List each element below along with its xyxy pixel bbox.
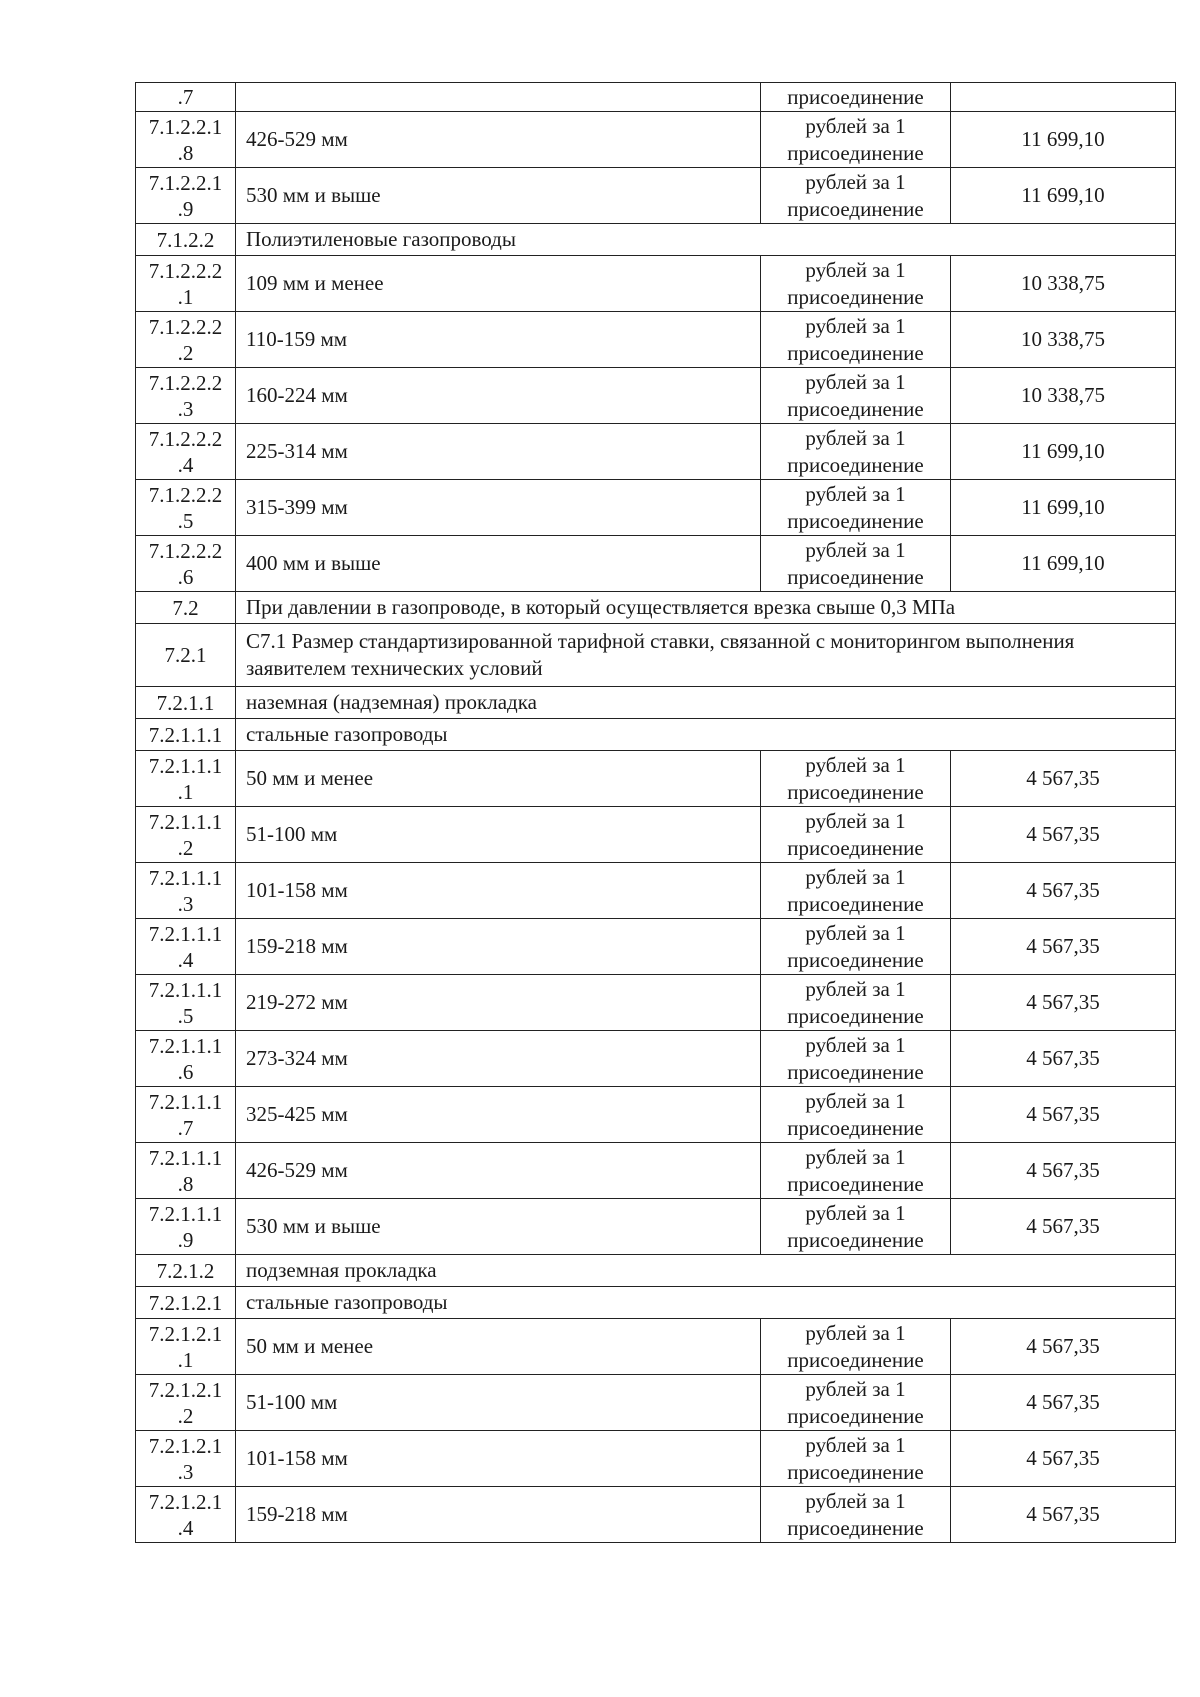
tariff-value: 11 699,10	[951, 480, 1176, 536]
pipe-diameter: 51-100 мм	[236, 1375, 761, 1431]
row-number: 7.1.2.2.2 .6	[136, 536, 236, 592]
unit-of-measure: рублей за 1 присоединение	[761, 480, 951, 536]
tariff-value: 4 567,35	[951, 1319, 1176, 1375]
row-number: 7.1.2.2.1 .8	[136, 112, 236, 168]
pipe-diameter: 159-218 мм	[236, 1487, 761, 1543]
table-row	[136, 368, 1176, 424]
pipe-diameter: 110-159 мм	[236, 312, 761, 368]
section-row	[136, 1255, 1176, 1287]
table-row	[136, 424, 1176, 480]
unit-of-measure: рублей за 1 присоединение	[761, 1431, 951, 1487]
table-row	[136, 1031, 1176, 1087]
tariff-value: 10 338,75	[951, 312, 1176, 368]
tariff-value: 4 567,35	[951, 1199, 1176, 1255]
section-title: наземная (надземная) прокладка	[236, 687, 1176, 719]
tariff-value: 11 699,10	[951, 536, 1176, 592]
section-title: С7.1 Размер стандартизированной тарифной ставки, связанной с мониторингом выполнения заявителем технических условий	[236, 624, 1176, 687]
unit-of-measure: рублей за 1 присоединение	[761, 536, 951, 592]
unit-of-measure: рублей за 1 присоединение	[761, 807, 951, 863]
row-number: 7.2.1.2	[136, 1255, 236, 1287]
table-row	[136, 975, 1176, 1031]
tariff-value: 11 699,10	[951, 424, 1176, 480]
tariff-value: 4 567,35	[951, 975, 1176, 1031]
section-title: Полиэтиленовые газопроводы	[236, 224, 1176, 256]
unit-of-measure: присоединение	[761, 83, 951, 112]
unit-of-measure: рублей за 1 присоединение	[761, 919, 951, 975]
unit-of-measure: рублей за 1 присоединение	[761, 1031, 951, 1087]
row-number: 7.2.1.1	[136, 687, 236, 719]
section-row	[136, 687, 1176, 719]
section-title: При давлении в газопроводе, в который осуществляется врезка свыше 0,3 МПа	[236, 592, 1176, 624]
row-number: 7.1.2.2.2 .2	[136, 312, 236, 368]
pipe-diameter: 219-272 мм	[236, 975, 761, 1031]
pipe-diameter: 50 мм и менее	[236, 1319, 761, 1375]
row-number: 7.2.1.1.1 .7	[136, 1087, 236, 1143]
table-row	[136, 1199, 1176, 1255]
pipe-diameter: 400 мм и выше	[236, 536, 761, 592]
row-number: 7.1.2.2.1 .9	[136, 168, 236, 224]
unit-of-measure: рублей за 1 присоединение	[761, 1087, 951, 1143]
unit-of-measure: рублей за 1 присоединение	[761, 751, 951, 807]
row-number: 7.2.1.1.1 .3	[136, 863, 236, 919]
unit-of-measure: рублей за 1 присоединение	[761, 312, 951, 368]
table-row	[136, 1375, 1176, 1431]
unit-of-measure: рублей за 1 присоединение	[761, 1375, 951, 1431]
row-number: 7.2.1.1.1 .8	[136, 1143, 236, 1199]
table-row	[136, 863, 1176, 919]
tariff-value: 11 699,10	[951, 112, 1176, 168]
tariff-value	[951, 83, 1176, 112]
row-number: .7	[136, 83, 236, 112]
pipe-diameter: 530 мм и выше	[236, 1199, 761, 1255]
tariff-value: 4 567,35	[951, 1031, 1176, 1087]
unit-of-measure: рублей за 1 присоединение	[761, 1143, 951, 1199]
section-title: подземная прокладка	[236, 1255, 1176, 1287]
row-number: 7.1.2.2.2 .5	[136, 480, 236, 536]
table-row	[136, 480, 1176, 536]
pipe-diameter: 530 мм и выше	[236, 168, 761, 224]
table-row	[136, 1431, 1176, 1487]
row-number: 7.2.1.1.1 .2	[136, 807, 236, 863]
pipe-diameter: 160-224 мм	[236, 368, 761, 424]
tariff-value: 4 567,35	[951, 1375, 1176, 1431]
row-number: 7.2.1.1.1 .4	[136, 919, 236, 975]
pipe-diameter: 159-218 мм	[236, 919, 761, 975]
table-row	[136, 919, 1176, 975]
tariff-table-body	[136, 83, 1176, 1543]
section-row	[136, 224, 1176, 256]
unit-of-measure: рублей за 1 присоединение	[761, 863, 951, 919]
unit-of-measure: рублей за 1 присоединение	[761, 975, 951, 1031]
table-row	[136, 312, 1176, 368]
tariff-value: 4 567,35	[951, 751, 1176, 807]
row-number: 7.1.2.2.2 .1	[136, 256, 236, 312]
section-row	[136, 592, 1176, 624]
pipe-diameter: 101-158 мм	[236, 863, 761, 919]
row-number: 7.1.2.2.2 .4	[136, 424, 236, 480]
row-number: 7.1.2.2	[136, 224, 236, 256]
row-number: 7.2.1.1.1 .9	[136, 1199, 236, 1255]
section-row	[136, 624, 1176, 687]
row-number: 7.2.1.2.1	[136, 1287, 236, 1319]
row-number: 7.2	[136, 592, 236, 624]
pipe-diameter: 315-399 мм	[236, 480, 761, 536]
table-row	[136, 536, 1176, 592]
tariff-value: 10 338,75	[951, 256, 1176, 312]
section-title: стальные газопроводы	[236, 1287, 1176, 1319]
pipe-diameter: 273-324 мм	[236, 1031, 761, 1087]
tariff-value: 4 567,35	[951, 807, 1176, 863]
unit-of-measure: рублей за 1 присоединение	[761, 1487, 951, 1543]
tariff-value: 11 699,10	[951, 168, 1176, 224]
table-row	[136, 751, 1176, 807]
pipe-diameter: 426-529 мм	[236, 1143, 761, 1199]
pipe-diameter: 225-314 мм	[236, 424, 761, 480]
unit-of-measure: рублей за 1 присоединение	[761, 368, 951, 424]
row-number: 7.2.1.2.1 .2	[136, 1375, 236, 1431]
table-row	[136, 83, 1176, 112]
row-number: 7.1.2.2.2 .3	[136, 368, 236, 424]
unit-of-measure: рублей за 1 присоединение	[761, 256, 951, 312]
table-row	[136, 168, 1176, 224]
row-number: 7.2.1.1.1	[136, 719, 236, 751]
tariff-value: 4 567,35	[951, 1087, 1176, 1143]
section-row	[136, 1287, 1176, 1319]
tariff-value: 4 567,35	[951, 863, 1176, 919]
table-row	[136, 1487, 1176, 1543]
pipe-diameter: 426-529 мм	[236, 112, 761, 168]
tariff-value: 4 567,35	[951, 1431, 1176, 1487]
unit-of-measure: рублей за 1 присоединение	[761, 168, 951, 224]
tariff-table	[135, 82, 1176, 1543]
table-row	[136, 1087, 1176, 1143]
row-number: 7.2.1.2.1 .1	[136, 1319, 236, 1375]
pipe-diameter: 50 мм и менее	[236, 751, 761, 807]
row-number: 7.2.1.1.1 .5	[136, 975, 236, 1031]
table-row	[136, 807, 1176, 863]
row-number: 7.2.1	[136, 624, 236, 687]
pipe-diameter: 101-158 мм	[236, 1431, 761, 1487]
pipe-diameter	[236, 83, 761, 112]
table-row	[136, 1143, 1176, 1199]
unit-of-measure: рублей за 1 присоединение	[761, 424, 951, 480]
pipe-diameter: 109 мм и менее	[236, 256, 761, 312]
tariff-value: 10 338,75	[951, 368, 1176, 424]
tariff-value: 4 567,35	[951, 1487, 1176, 1543]
unit-of-measure: рублей за 1 присоединение	[761, 112, 951, 168]
row-number: 7.2.1.1.1 .1	[136, 751, 236, 807]
pipe-diameter: 51-100 мм	[236, 807, 761, 863]
tariff-value: 4 567,35	[951, 919, 1176, 975]
row-number: 7.2.1.2.1 .4	[136, 1487, 236, 1543]
section-row	[136, 719, 1176, 751]
section-title: стальные газопроводы	[236, 719, 1176, 751]
tariff-value: 4 567,35	[951, 1143, 1176, 1199]
pipe-diameter: 325-425 мм	[236, 1087, 761, 1143]
table-row	[136, 1319, 1176, 1375]
table-row	[136, 112, 1176, 168]
row-number: 7.2.1.2.1 .3	[136, 1431, 236, 1487]
unit-of-measure: рублей за 1 присоединение	[761, 1319, 951, 1375]
table-row	[136, 256, 1176, 312]
row-number: 7.2.1.1.1 .6	[136, 1031, 236, 1087]
unit-of-measure: рублей за 1 присоединение	[761, 1199, 951, 1255]
